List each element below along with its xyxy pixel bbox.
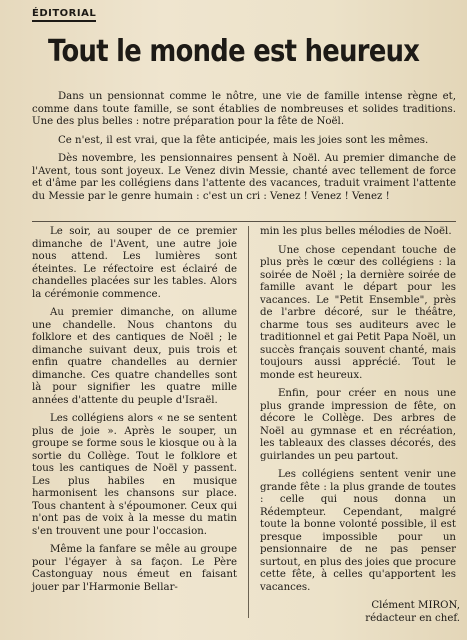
section-label: ÉDITORIAL	[32, 8, 96, 22]
author-signature	[350, 600, 460, 625]
section-divider	[32, 221, 456, 222]
page-title: Tout le monde est heureux	[48, 34, 420, 69]
author-name: Clément MIRON,	[371, 600, 460, 611]
author-role: rédacteur en chef.	[365, 612, 460, 624]
right-column	[260, 226, 456, 600]
column-paragraph: Au premier dimanche, on allume une chandelle. Nous chantons du folklore et des cantiques de Noël ; le dimanche suivant deux, puis trois et enfin quatre chandelles au dernier dimanche. Ces quatre chandelles sont là pour signifier les quatre mille années d'attente du peuple d'Israël.	[32, 307, 237, 406]
lead-paragraphs	[32, 91, 456, 209]
column-paragraph: min les plus belles mélodies de Noël.	[260, 226, 452, 237]
column-paragraph: Les collégiens sentent venir une grande fête : la plus grande de toutes : celle qui nous donna un Rédempteur. Cependant, malgré toute la bonne volonté possible, il est presque impossible pour un pensionnaire de ne pas penser surtout, en plus des joies que procure cette fête, à celles qu'apportent les vacances.	[260, 469, 456, 593]
column-paragraph: Même la fanfare se mêle au groupe pour l'égayer à sa façon. Le Père Castonguay nous émeut en faisant jouer par l'Harmonie Bellar-	[32, 544, 237, 593]
column-paragraph: Le soir, au souper de ce premier dimanche de l'Avent, une autre joie nous attend. Les lumières sont éteintes. Le réfectoire est éclairé de chandelles placées sur les tables. Alors la cérémonie commence.	[32, 226, 237, 300]
column-divider	[248, 226, 249, 618]
column-paragraph: Enfin, pour créer en nous une plus grande impression de fête, on décore le Collège. Des arbres de Noël au gymnase et en récréation, les tableaux des classes décorés, des guirlandes un peu partout.	[260, 388, 456, 462]
lead-paragraph: Dans un pensionnat comme le nôtre, une vie de famille intense règne et, comme dans toute famille, se sont établies de nombreuses et solides traditions. Une des plus belles : notre préparation pour la fête de Noël.	[32, 91, 456, 127]
lead-paragraph: Dès novembre, les pensionnaires pensent à Noël. Au premier dimanche de l'Avent, tous sont joyeux. Le Venez divin Messie, chanté avec tellement de force et d'âme par les collégiens dans l'attente des vacances, traduit vraiment l'attente du Messie par le genre humain : c'est un cri : Venez ! Venez ! Venez !	[32, 153, 456, 202]
lead-paragraph: Ce n'est, il est vrai, que la fête anticipée, mais les joies sont les mêmes.	[58, 134, 429, 146]
column-paragraph: Une chose cependant touche de plus près le cœur des collégiens : la soirée de Noël ; la dernière soirée de famille avant le départ pour les vacances. Le "Petit Ensemble", près de l'arbre décoré, sur le théâtre, charme tous ses auditeurs avec le traditionnel et gai Petit Papa Noël, un succès français souvent chanté, mais toujours aussi apprécié. Tout le monde est heureux.	[260, 244, 456, 381]
column-paragraph: Les collégiens alors « ne se sentent plus de joie ». Après le souper, un groupe se forme sous le kiosque ou à la sortie du Collège. Tout le folklore et tous les cantiques de Noël y passent. Les plus habiles en musique harmonisent les chansons sur place. Tous chantent à s'époumoner. Ceux qui n'ont pas de voix à la messe du matin s'en trouvent une pour l'occasion.	[32, 413, 237, 537]
left-column	[32, 226, 237, 600]
